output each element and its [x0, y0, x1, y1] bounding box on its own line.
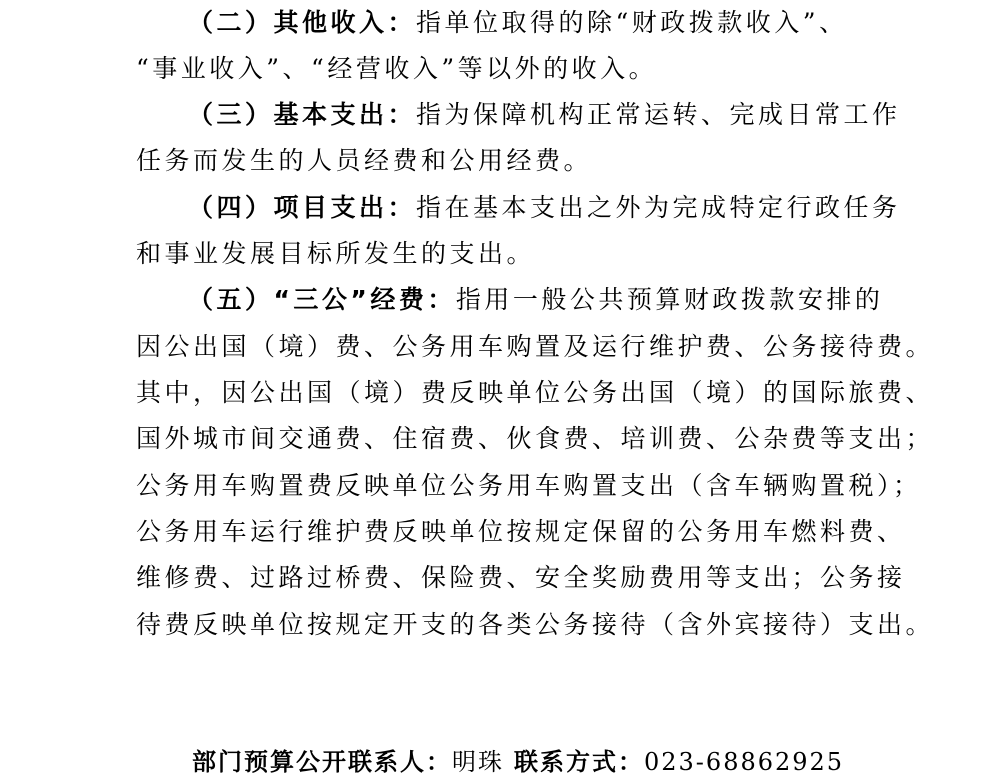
section-si-text-2: 和事业发展目标所发生的支出。	[136, 239, 536, 268]
section-san-heading: （三）基本支出：	[188, 100, 417, 129]
contact-method-label: 联系方式：	[514, 748, 644, 776]
section-wu-text-1: 指用一般公共预算财政拨款安排的	[455, 285, 884, 314]
contact-name: 明珠	[452, 748, 504, 776]
section-wu-first-line	[188, 277, 906, 323]
section-wu-text-2: 因公出国（境）费、公务用车购置及运行维护费、公务接待费。	[136, 332, 935, 361]
section-san-text-2: 任务而发生的人员经费和公用经费。	[136, 146, 593, 175]
section-er-text-1: 指单位取得的除“财政拨款收入”、	[416, 8, 848, 37]
section-wu-text-5: 公务用车购置费反映单位公务用车购置支出（含车辆购置税）；	[136, 471, 922, 500]
section-wu-text-3: 其中，因公出国（境）费反映单位公务出国（境）的国际旅费、	[136, 378, 935, 407]
section-san-first-line	[188, 92, 906, 138]
section-san-text-1: 指为保障机构正常运转、完成日常工作	[416, 100, 901, 129]
section-wu-text-4: 国外城市间交通费、住宿费、伙食费、培训费、公杂费等支出；	[136, 424, 935, 453]
section-wu-text-6: 公务用车运行维护费反映单位按规定保留的公务用车燃料费、	[136, 517, 906, 546]
section-wu-heading: （五）“三公”经费：	[188, 285, 456, 314]
section-si-heading: （四）项目支出：	[188, 193, 417, 222]
section-si-text-1: 指在基本支出之外为完成特定行政任务	[416, 193, 901, 222]
section-er-text-2: “事业收入”、“经营收入”等以外的收入。	[136, 54, 658, 83]
section-wu-text-7: 维修费、过路过桥费、保险费、安全奖励费用等支出；公务接	[136, 563, 906, 592]
contact-phone: 023-68862925	[644, 748, 845, 776]
contact-label: 部门预算公开联系人：	[192, 748, 452, 776]
contact-footer	[192, 742, 844, 782]
section-wu-text-8: 待费反映单位按规定开支的各类公务接待（含外宾接待）支出。	[136, 610, 935, 639]
section-si-first-line	[188, 185, 906, 231]
section-er-heading: （二）其他收入：	[188, 8, 417, 37]
section-er-first-line	[188, 0, 906, 46]
